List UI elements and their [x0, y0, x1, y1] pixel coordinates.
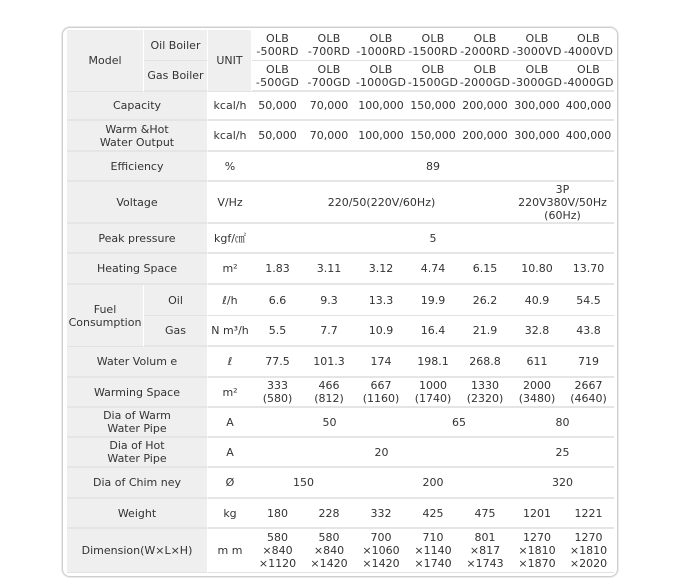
water-volume-unit: ℓ	[208, 347, 252, 378]
chimney-value: 150	[252, 468, 355, 499]
warm-hot-value: 100,000	[355, 121, 407, 152]
water-volume-label: Water Volum e	[67, 347, 208, 378]
spec-table-frame	[62, 27, 618, 577]
fuel-gas-value: 43.8	[563, 316, 614, 347]
heating-space-unit: m²	[208, 254, 252, 285]
warm-pipe-value: 50	[252, 408, 407, 438]
oil-model: OLB -4000VD	[563, 30, 614, 61]
water-volume-value: 719	[563, 347, 614, 378]
dimension-value: 700 ×1060 ×1420	[355, 529, 407, 573]
capacity-value: 200,000	[459, 92, 511, 121]
weight-value: 1221	[563, 499, 614, 529]
peak-pressure-value: 5	[252, 224, 614, 254]
oil-model: OLB -2000RD	[459, 30, 511, 61]
warm-pipe-label: Dia of Warm Water Pipe	[67, 408, 208, 438]
fuel-gas-value: 7.7	[303, 316, 355, 347]
warming-space-value: 1330 (2320)	[459, 378, 511, 408]
weight-value: 228	[303, 499, 355, 529]
model-header: Model	[67, 30, 144, 92]
warm-hot-value: 70,000	[303, 121, 355, 152]
heating-space-value: 13.70	[563, 254, 614, 285]
weight-value: 332	[355, 499, 407, 529]
dimension-value: 1270 ×1810 ×2020	[563, 529, 614, 573]
dimension-value: 580 ×840 ×1120	[252, 529, 303, 573]
peak-pressure-label: Peak pressure	[67, 224, 208, 254]
hot-pipe-unit: A	[208, 438, 252, 468]
gas-model: OLB -500GD	[252, 61, 303, 92]
water-volume-value: 77.5	[252, 347, 303, 378]
fuel-oil-value: 6.6	[252, 285, 303, 316]
capacity-value: 50,000	[252, 92, 303, 121]
weight-value: 1201	[511, 499, 563, 529]
heating-space-value: 3.12	[355, 254, 407, 285]
dimension-unit: m m	[208, 529, 252, 573]
dimension-value: 580 ×840 ×1420	[303, 529, 355, 573]
oil-boiler-header: Oil Boiler	[144, 30, 208, 61]
voltage-value-three-phase: 3P 220V380V/50Hz (60Hz)	[511, 182, 614, 224]
warming-space-unit: m²	[208, 378, 252, 408]
unit-header: UNIT	[208, 30, 252, 92]
water-volume-value: 101.3	[303, 347, 355, 378]
fuel-consumption-label: Fuel Consumption	[67, 285, 144, 347]
hot-pipe-label: Dia of Hot Water Pipe	[67, 438, 208, 468]
water-volume-value: 198.1	[407, 347, 459, 378]
warming-space-value: 1000 (1740)	[407, 378, 459, 408]
warming-space-value: 333 (580)	[252, 378, 303, 408]
warming-space-label: Warming Space	[67, 378, 208, 408]
heating-space-value: 1.83	[252, 254, 303, 285]
fuel-gas-value: 32.8	[511, 316, 563, 347]
peak-pressure-unit: kgf/㎠	[208, 224, 252, 254]
gas-model: OLB -700GD	[303, 61, 355, 92]
fuel-oil-value: 26.2	[459, 285, 511, 316]
dimension-value: 801 ×817 ×1743	[459, 529, 511, 573]
capacity-value: 400,000	[563, 92, 614, 121]
warming-space-value: 2667 (4640)	[563, 378, 614, 408]
warming-space-value: 466 (812)	[303, 378, 355, 408]
capacity-value: 150,000	[407, 92, 459, 121]
warm-hot-unit: kcal/h	[208, 121, 252, 152]
fuel-gas-label: Gas	[144, 316, 208, 347]
warming-space-value: 2000 (3480)	[511, 378, 563, 408]
gas-model: OLB -3000GD	[511, 61, 563, 92]
water-volume-value: 174	[355, 347, 407, 378]
weight-value: 180	[252, 499, 303, 529]
fuel-oil-label: Oil	[144, 285, 208, 316]
weight-value: 425	[407, 499, 459, 529]
warm-hot-label: Warm &Hot Water Output	[67, 121, 208, 152]
oil-model: OLB -1000RD	[355, 30, 407, 61]
warm-hot-value: 400,000	[563, 121, 614, 152]
warm-hot-value: 150,000	[407, 121, 459, 152]
warm-pipe-value: 80	[511, 408, 614, 438]
heating-space-value: 3.11	[303, 254, 355, 285]
warm-hot-value: 50,000	[252, 121, 303, 152]
voltage-label: Voltage	[67, 182, 208, 224]
oil-model: OLB -500RD	[252, 30, 303, 61]
oil-model: OLB -700RD	[303, 30, 355, 61]
water-volume-value: 611	[511, 347, 563, 378]
heating-space-value: 6.15	[459, 254, 511, 285]
efficiency-label: Efficiency	[67, 152, 208, 182]
gas-model: OLB -2000GD	[459, 61, 511, 92]
voltage-unit: V/Hz	[208, 182, 252, 224]
gas-boiler-header: Gas Boiler	[144, 61, 208, 92]
warm-pipe-unit: A	[208, 408, 252, 438]
hot-pipe-value: 25	[511, 438, 614, 468]
heating-space-label: Heating Space	[67, 254, 208, 285]
fuel-gas-unit: N m³/h	[208, 316, 252, 347]
water-volume-value: 268.8	[459, 347, 511, 378]
capacity-value: 100,000	[355, 92, 407, 121]
fuel-oil-value: 54.5	[563, 285, 614, 316]
warm-pipe-value: 65	[407, 408, 511, 438]
gas-model: OLB -1500GD	[407, 61, 459, 92]
fuel-gas-value: 10.9	[355, 316, 407, 347]
fuel-oil-value: 40.9	[511, 285, 563, 316]
weight-value: 475	[459, 499, 511, 529]
dimension-label: Dimension(W×L×H)	[67, 529, 208, 573]
voltage-value-single: 220/50(220V/60Hz)	[252, 182, 511, 224]
dimension-value: 1270 ×1810 ×1870	[511, 529, 563, 573]
heating-space-value: 4.74	[407, 254, 459, 285]
warm-hot-value: 200,000	[459, 121, 511, 152]
dimension-value: 710 ×1140 ×1740	[407, 529, 459, 573]
chimney-unit: Ø	[208, 468, 252, 499]
chimney-value: 200	[355, 468, 511, 499]
warming-space-value: 667 (1160)	[355, 378, 407, 408]
efficiency-unit: %	[208, 152, 252, 182]
weight-unit: kg	[208, 499, 252, 529]
capacity-unit: kcal/h	[208, 92, 252, 121]
oil-model: OLB -1500RD	[407, 30, 459, 61]
spec-table	[67, 30, 614, 573]
fuel-oil-unit: ℓ/h	[208, 285, 252, 316]
chimney-label: Dia of Chim ney	[67, 468, 208, 499]
weight-label: Weight	[67, 499, 208, 529]
capacity-value: 300,000	[511, 92, 563, 121]
capacity-label: Capacity	[67, 92, 208, 121]
warm-hot-value: 300,000	[511, 121, 563, 152]
fuel-oil-value: 19.9	[407, 285, 459, 316]
capacity-value: 70,000	[303, 92, 355, 121]
gas-model: OLB -4000GD	[563, 61, 614, 92]
fuel-gas-value: 5.5	[252, 316, 303, 347]
fuel-gas-value: 21.9	[459, 316, 511, 347]
fuel-gas-value: 16.4	[407, 316, 459, 347]
fuel-oil-value: 9.3	[303, 285, 355, 316]
efficiency-value: 89	[252, 152, 614, 182]
oil-model: OLB -3000VD	[511, 30, 563, 61]
chimney-value: 320	[511, 468, 614, 499]
gas-model: OLB -1000GD	[355, 61, 407, 92]
fuel-oil-value: 13.3	[355, 285, 407, 316]
heating-space-value: 10.80	[511, 254, 563, 285]
hot-pipe-value: 20	[252, 438, 511, 468]
